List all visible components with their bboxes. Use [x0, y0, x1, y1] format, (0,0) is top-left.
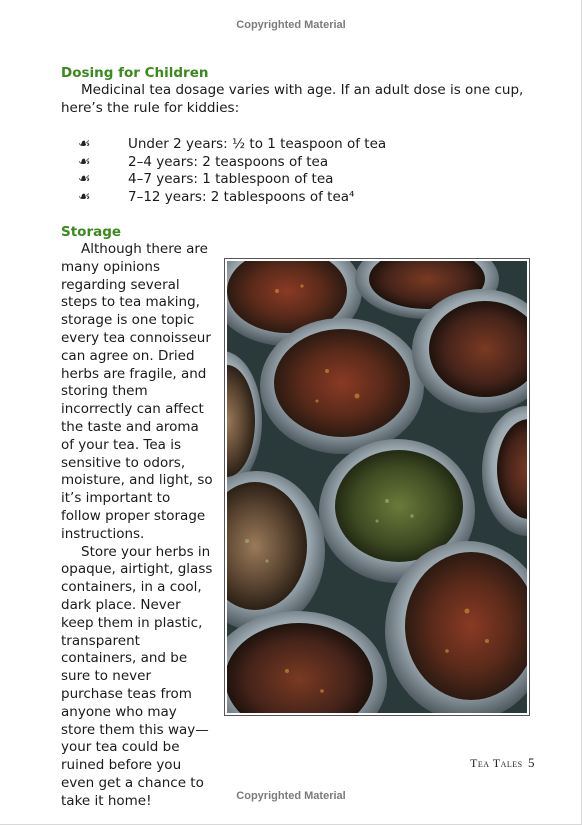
list-item-text: Under 2 years: ½ to 1 teaspoon of tea [128, 135, 387, 152]
running-footer-title: Tea Tales [470, 756, 523, 770]
dosing-list [78, 135, 386, 206]
list-item [78, 188, 386, 206]
dosing-intro: Medicinal tea dosage varies with age. If an adult dose is one cup, here’s the rule for kiddies: [61, 82, 524, 116]
fleuron-ornament-icon: ☙ [78, 171, 91, 188]
list-item [78, 153, 386, 171]
list-item [78, 135, 386, 153]
list-item [78, 171, 386, 189]
list-item-text: 2–4 years: 2 teaspoons of tea [128, 153, 329, 170]
tea-tins-photo [224, 258, 530, 716]
list-item-text: 7–12 years: 2 tablespoons of tea⁴ [128, 189, 355, 206]
page-number: 5 [528, 755, 535, 770]
fleuron-ornament-icon: ☙ [78, 189, 91, 206]
storage-paragraph-1: Although there are many opinions regarding several steps to tea making, storage is one topic every tea connoisseur can agree on. Dried herbs are fragile, and storing them incorrectly can affect the taste and aroma of your tea. Tea is sensitive to odors, moisture, and light, so it’s important to follow proper storage instructions. [61, 241, 213, 542]
fleuron-ornament-icon: ☙ [78, 153, 91, 170]
dosing-heading: Dosing for Children [61, 65, 209, 81]
fleuron-ornament-icon: ☙ [78, 135, 91, 152]
copyright-footer: Copyrighted Material [236, 790, 346, 802]
copyright-header: Copyrighted Material [236, 19, 346, 31]
storage-body [61, 241, 213, 811]
list-item-text: 4–7 years: 1 tablespoon of tea [128, 171, 334, 188]
tea-tins-illustration [227, 261, 527, 713]
storage-heading: Storage [61, 224, 122, 240]
storage-paragraph-2: Store your herbs in opaque, airtight, glass containers, in a cool, dark place. Never keep them in plastic, transparent containers, and be sure to never purchase teas from anyone who may store them this way—your tea could be ruined before you even get a chance to take it home! [61, 543, 213, 809]
